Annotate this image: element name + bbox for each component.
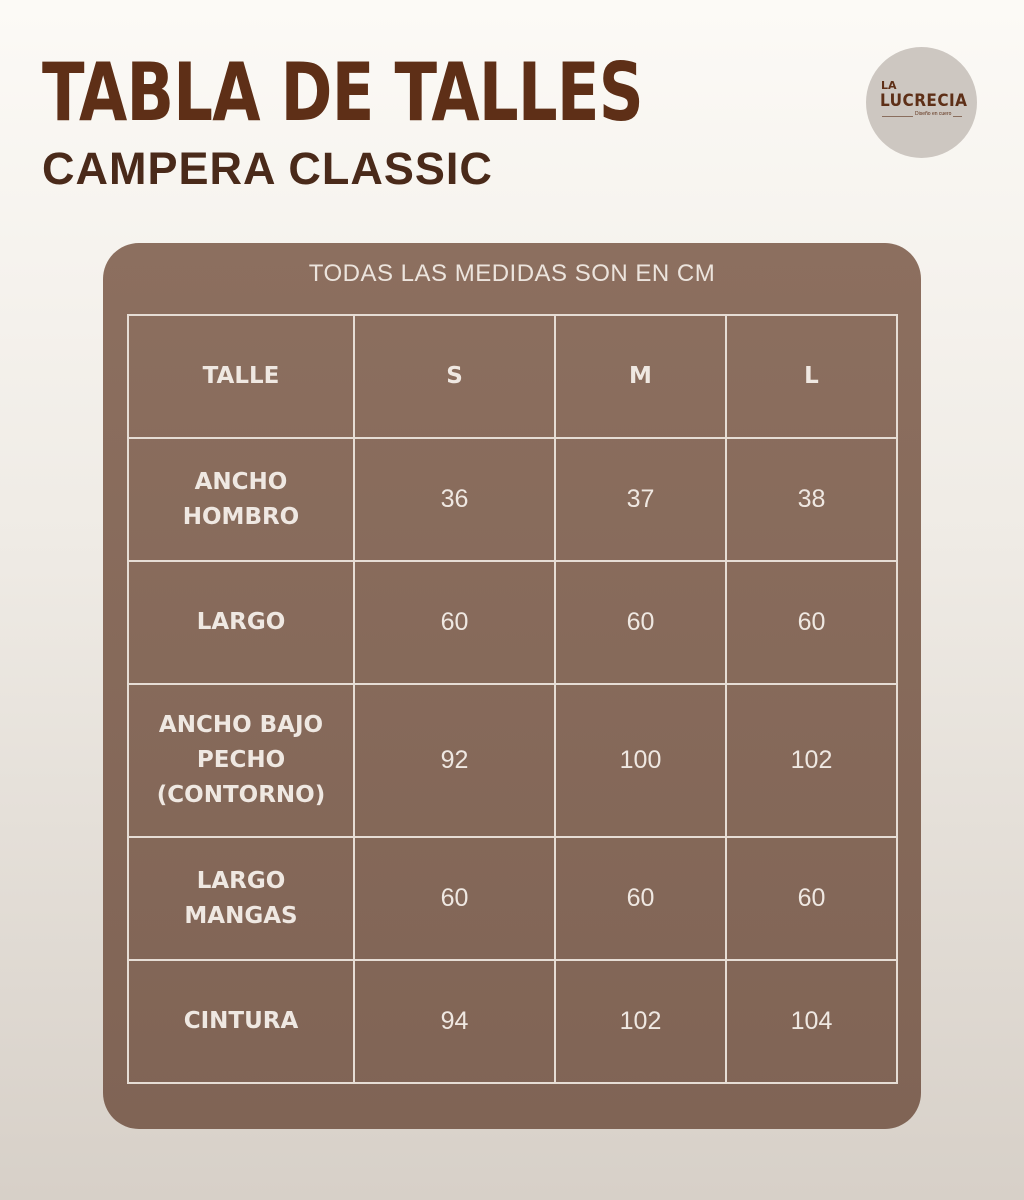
row-label-cintura <box>128 960 354 1083</box>
table-row <box>128 561 897 684</box>
logo-prefix: LA <box>881 79 897 92</box>
column-header-m: M <box>555 315 726 438</box>
column-header-l: L <box>726 315 897 438</box>
table-cell: 36 <box>354 438 555 561</box>
table-cell: 60 <box>726 561 897 684</box>
row-label-line: CINTURA <box>183 1008 299 1034</box>
row-label-line: LARGO <box>196 867 286 894</box>
table-cell: 92 <box>354 684 555 837</box>
column-header-s: S <box>354 315 555 438</box>
row-label-line: LARGO <box>196 609 286 635</box>
table-cell: 60 <box>354 837 555 960</box>
row-label-largo <box>128 561 354 684</box>
table-cell: 60 <box>354 561 555 684</box>
table-row <box>128 960 897 1083</box>
logo-name: LUCRECIA <box>880 91 968 111</box>
row-label-line: PECHO <box>196 747 286 773</box>
row-label-ancho-hombro <box>128 438 354 561</box>
page-subtitle: CAMPERA CLASSIC <box>42 143 493 194</box>
table-cell: 102 <box>555 960 726 1083</box>
table-cell: 38 <box>726 438 897 561</box>
row-label-line: ANCHO BAJO <box>158 712 324 738</box>
brand-logo <box>866 47 977 158</box>
table-cell: 60 <box>555 837 726 960</box>
table-cell: 102 <box>726 684 897 837</box>
logo-tagline: Diseño en cuero <box>915 111 952 117</box>
table-cell: 37 <box>555 438 726 561</box>
units-note: TODAS LAS MEDIDAS SON EN CM <box>308 260 716 287</box>
table-cell: 94 <box>354 960 555 1083</box>
table-row <box>128 684 897 837</box>
row-label-line: ANCHO <box>194 468 288 495</box>
row-label-ancho-bajo-pecho <box>128 684 354 837</box>
column-header-talle: TALLE <box>128 315 354 438</box>
row-label-line: MANGAS <box>184 902 298 929</box>
row-label-line: HOMBRO <box>182 503 300 530</box>
size-table <box>127 314 898 1084</box>
row-label-largo-mangas <box>128 837 354 960</box>
table-header-row <box>128 315 897 438</box>
page-title: TABLA DE TALLES <box>42 46 643 139</box>
table-cell: 60 <box>726 837 897 960</box>
table-row <box>128 438 897 561</box>
size-chart-card <box>103 243 921 1129</box>
table-cell: 104 <box>726 960 897 1083</box>
table-row <box>128 837 897 960</box>
row-label-line: (CONTORNO) <box>156 782 326 808</box>
table-cell: 100 <box>555 684 726 837</box>
table-cell: 60 <box>555 561 726 684</box>
